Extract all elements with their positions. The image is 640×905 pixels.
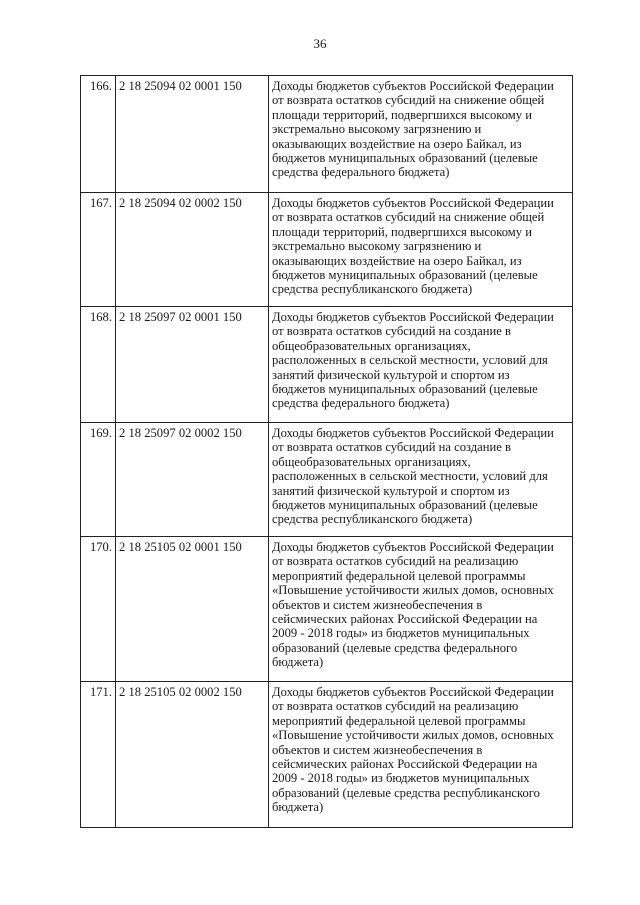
description-line: экстремально высокому загрязнению и xyxy=(272,122,482,137)
description-line: оказывающих воздействие на озеро Байкал, из xyxy=(272,136,522,151)
description-line: общеобразовательных организациях, xyxy=(272,338,471,353)
description-line: мероприятий федеральной целевой программы xyxy=(272,713,526,728)
table-row xyxy=(81,76,573,193)
description-line: оказывающих воздействие на озеро Байкал, из xyxy=(272,253,522,268)
budget-code: 2 18 25097 02 0001 150 xyxy=(116,307,269,423)
description-line: экстремально высокому загрязнению и xyxy=(272,239,482,254)
row-number: 171. xyxy=(81,682,116,828)
description-line: Доходы бюджетов субъектов Российской Федерации xyxy=(272,196,554,210)
description-line: бюджетов муниципальных образований (целевые xyxy=(272,151,538,166)
income-description xyxy=(269,76,573,193)
budget-code: 2 18 25097 02 0002 150 xyxy=(116,423,269,537)
table-row xyxy=(81,193,573,307)
description-line: бюджета) xyxy=(272,655,324,670)
description-line: средства федерального бюджета) xyxy=(272,396,450,411)
budget-code: 2 18 25105 02 0002 150 xyxy=(116,682,269,828)
description-line: бюджетов муниципальных образований (целевые xyxy=(272,268,538,283)
description-line: «Повышение устойчивости жилых домов, основных xyxy=(272,583,554,598)
description-line: сейсмических районах Российской Федерации на xyxy=(272,612,538,627)
description-line: мероприятий федеральной целевой программы xyxy=(272,568,526,583)
description-line: Доходы бюджетов субъектов Российской Федерации xyxy=(272,426,554,440)
description-line: сейсмических районах Российской Федерации на xyxy=(272,757,538,772)
table-row xyxy=(81,423,573,537)
description-line: от возврата остатков субсидий на снижение общей xyxy=(272,93,545,108)
table-row xyxy=(81,307,573,423)
budget-classification-table xyxy=(80,75,573,828)
page-number: 36 xyxy=(313,36,327,51)
table-row xyxy=(81,537,573,682)
description-line: общеобразовательных организациях, xyxy=(272,454,471,469)
description-line: средства республиканского бюджета) xyxy=(272,512,473,527)
description-line: бюджетов муниципальных образований (целевые xyxy=(272,382,538,397)
row-number: 170. xyxy=(81,537,116,682)
table-body xyxy=(81,76,573,828)
row-number: 168. xyxy=(81,307,116,423)
description-line: средства республиканского бюджета) xyxy=(272,282,473,297)
description-line: от возврата остатков субсидий на реализацию xyxy=(272,554,519,569)
description-line: занятий физической культурой и спортом из xyxy=(272,483,510,498)
description-line: от возврата остатков субсидий на создание в xyxy=(272,324,511,339)
budget-code: 2 18 25105 02 0001 150 xyxy=(116,537,269,682)
description-line: объектов и систем жизнеобеспечения в xyxy=(272,597,483,612)
description-line: бюджетов муниципальных образований (целевые xyxy=(272,498,538,513)
description-line: от возврата остатков субсидий на реализацию xyxy=(272,699,519,714)
description-line: от возврата остатков субсидий на создание в xyxy=(272,440,511,455)
description-line: 2009 - 2018 годы» из бюджетов муниципальных xyxy=(272,771,530,786)
description-line: расположенных в сельской местности, условий для xyxy=(272,469,548,484)
description-line: 2009 - 2018 годы» из бюджетов муниципальных xyxy=(272,626,530,641)
description-line: от возврата остатков субсидий на снижение общей xyxy=(272,210,545,225)
description-line: образований (целевые средства федерального xyxy=(272,640,518,655)
budget-code: 2 18 25094 02 0002 150 xyxy=(116,193,269,307)
description-line: бюджета) xyxy=(272,800,324,815)
description-line: Доходы бюджетов субъектов Российской Федерации xyxy=(272,310,554,324)
income-description xyxy=(269,682,573,828)
income-description xyxy=(269,193,573,307)
description-line: занятий физической культурой и спортом из xyxy=(272,367,510,382)
description-line: расположенных в сельской местности, условий для xyxy=(272,353,548,368)
table-row xyxy=(81,682,573,828)
description-line: Доходы бюджетов субъектов Российской Федерации xyxy=(272,79,554,93)
description-line: площади территорий, подвергшихся высокому и xyxy=(272,107,532,122)
row-number: 167. xyxy=(81,193,116,307)
description-line: Доходы бюджетов субъектов Российской Федерации xyxy=(272,540,554,554)
description-line: средства федерального бюджета) xyxy=(272,165,450,180)
income-description xyxy=(269,307,573,423)
budget-code: 2 18 25094 02 0001 150 xyxy=(116,76,269,193)
income-description xyxy=(269,423,573,537)
description-line: образований (целевые средства республиканского xyxy=(272,785,540,800)
description-line: площади территорий, подвергшихся высокому и xyxy=(272,224,532,239)
row-number: 166. xyxy=(81,76,116,193)
row-number: 169. xyxy=(81,423,116,537)
description-line: объектов и систем жизнеобеспечения в xyxy=(272,742,483,757)
income-description xyxy=(269,537,573,682)
description-line: Доходы бюджетов субъектов Российской Федерации xyxy=(272,685,554,699)
description-line: «Повышение устойчивости жилых домов, основных xyxy=(272,728,554,743)
